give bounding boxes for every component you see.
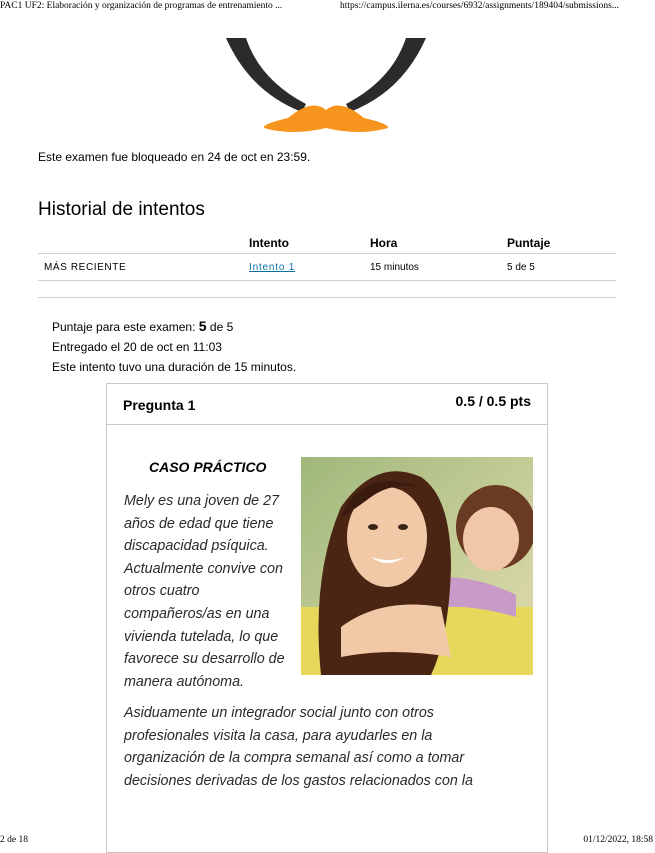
print-datetime: 01/12/2022, 18:58 <box>583 835 653 845</box>
attempt-label: MÁS RECIENTE <box>38 254 249 281</box>
attempts-table <box>38 232 616 281</box>
print-page-url: https://campus.ilerna.es/courses/6932/assignments/189404/submissions... <box>340 1 619 11</box>
case-line: favorece su desarrollo de <box>124 651 285 668</box>
case-line: Asiduamente un integrador social junto con otros <box>124 705 434 721</box>
case-line: discapacidad psíquica. <box>124 538 269 555</box>
print-page-title: PAC1 UF2: Elaboración y organización de programas de entrenamiento ... <box>0 1 283 11</box>
print-page-number: 2 de 18 <box>0 835 28 845</box>
table-row <box>38 254 616 281</box>
attempt-time: 15 minutos <box>370 254 507 281</box>
table-header-row <box>38 232 616 254</box>
case-line: decisiones derivadas de los gastos relacionados con la <box>124 772 473 789</box>
print-footer <box>0 834 655 848</box>
score-summary <box>52 316 296 377</box>
print-header <box>0 0 655 14</box>
case-photo <box>301 457 533 675</box>
case-line: Mely es una joven de 27 <box>124 493 279 509</box>
section-divider <box>38 297 616 298</box>
exam-locked-notice: Este examen fue bloqueado en 24 de oct en 23:59. <box>38 150 311 164</box>
case-continuation <box>124 702 544 792</box>
attempt-score: 5 de 5 <box>507 254 616 281</box>
case-title: CASO PRÁCTICO <box>149 459 267 475</box>
column-header-time: Hora <box>370 232 507 254</box>
question-card <box>106 383 548 853</box>
attempt-cell <box>249 254 370 281</box>
question-points: 0.5 / 0.5 pts <box>455 393 531 409</box>
attempt-link[interactable]: Intento 1 <box>249 261 296 273</box>
case-line: vivienda tutelada, lo que <box>124 628 279 645</box>
case-line: profesionales visita la casa, para ayudarles en la <box>124 727 433 744</box>
column-header-attempt: Intento <box>249 232 370 254</box>
column-header-label <box>38 232 249 254</box>
case-line: otros cuatro <box>124 583 200 600</box>
question-header <box>107 384 547 425</box>
case-line: manera autónoma. <box>124 673 245 690</box>
column-header-score: Puntaje <box>507 232 616 254</box>
score-prefix: Puntaje para este examen: <box>52 320 199 334</box>
score-line <box>52 316 296 337</box>
case-line: años de edad que tiene <box>124 515 274 532</box>
score-suffix: de 5 <box>206 320 234 334</box>
case-description <box>124 490 304 693</box>
question-title: Pregunta 1 <box>123 397 196 413</box>
case-line: Actualmente convive con <box>124 560 283 577</box>
attempt-duration: Este intento tuvo una duración de 15 minutos. <box>52 360 297 374</box>
score-value: 5 <box>198 318 207 334</box>
history-title: Historial de intentos <box>38 199 205 220</box>
mascot-illustration <box>220 38 432 134</box>
case-line: compañeros/as en una <box>124 605 270 622</box>
submitted-date: Entregado el 20 de oct en 11:03 <box>52 340 222 354</box>
case-line: organización de la compra semanal así como a tomar <box>124 750 465 767</box>
